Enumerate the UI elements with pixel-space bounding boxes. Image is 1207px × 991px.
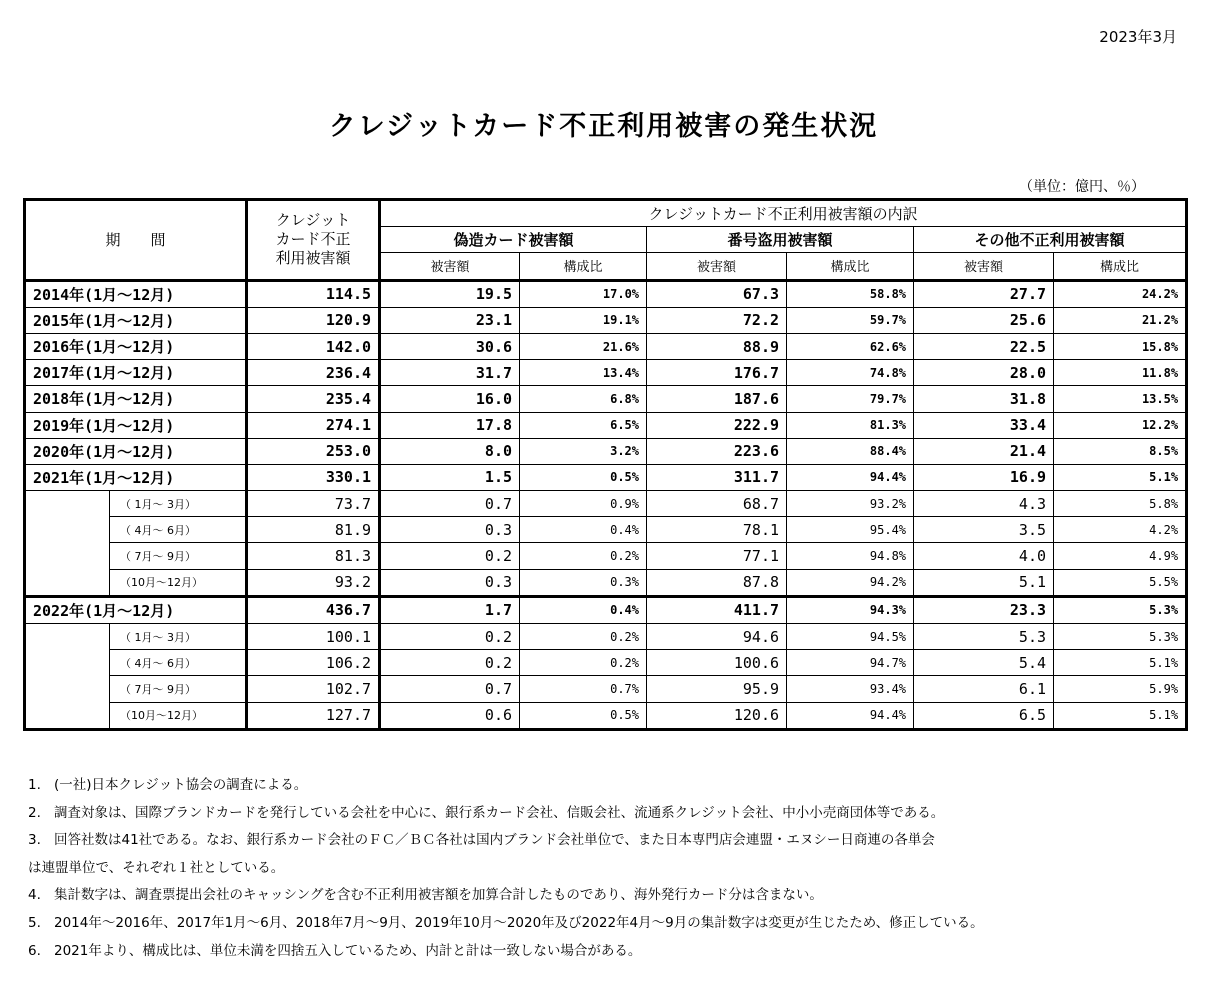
total-amount-cell: 106.2 [247, 650, 380, 676]
other-amount-cell: 4.3 [914, 491, 1054, 517]
other-amount-cell: 3.5 [914, 517, 1054, 543]
other-ratio-cell: 13.5% [1054, 386, 1187, 412]
number-theft-ratio-cell: 94.4% [787, 702, 914, 729]
indent-cell [25, 650, 110, 676]
header-breakdown: クレジットカード不正利用被害額の内訳 [380, 200, 1187, 227]
footnote-text: 2014年～2016年、2017年1月～6月、2018年7月～9月、2019年10月～2020年及び2022年4月～9月の集計数字は変更が生じたため、修正している。 [54, 914, 984, 931]
indent-cell [25, 624, 110, 650]
number-theft-ratio-cell: 81.3% [787, 412, 914, 438]
indent-cell [25, 702, 110, 729]
counterfeit-amount-cell: 0.2 [380, 543, 520, 569]
counterfeit-amount-cell: 0.6 [380, 702, 520, 729]
total-amount-cell: 93.2 [247, 569, 380, 596]
indent-cell [25, 569, 110, 596]
total-amount-cell: 436.7 [247, 596, 380, 623]
number-theft-amount-cell: 411.7 [647, 596, 787, 623]
period-cell: 2022年(1月～12月) [25, 596, 247, 623]
counterfeit-amount-cell: 0.7 [380, 491, 520, 517]
other-amount-cell: 22.5 [914, 333, 1054, 359]
counterfeit-ratio-cell: 0.5% [520, 702, 647, 729]
period-cell: 2021年(1月～12月) [25, 464, 247, 490]
counterfeit-ratio-cell: 0.4% [520, 517, 647, 543]
quarter-row [25, 624, 1187, 650]
other-ratio-cell: 5.5% [1054, 569, 1187, 596]
counterfeit-ratio-cell: 13.4% [520, 360, 647, 386]
counterfeit-amount-cell: 30.6 [380, 333, 520, 359]
indent-cell [25, 676, 110, 702]
footnote-item [28, 827, 984, 855]
period-cell: 2020年(1月～12月) [25, 438, 247, 464]
other-ratio-cell: 4.2% [1054, 517, 1187, 543]
number-theft-amount-cell: 87.8 [647, 569, 787, 596]
total-amount-cell: 81.3 [247, 543, 380, 569]
counterfeit-amount-cell: 1.5 [380, 464, 520, 490]
counterfeit-amount-cell: 8.0 [380, 438, 520, 464]
other-ratio-cell: 5.3% [1054, 596, 1187, 623]
counterfeit-ratio-cell: 19.1% [520, 307, 647, 333]
number-theft-amount-cell: 95.9 [647, 676, 787, 702]
number-theft-amount-cell: 120.6 [647, 702, 787, 729]
header-period: 期 間 [25, 200, 247, 281]
number-theft-ratio-cell: 74.8% [787, 360, 914, 386]
counterfeit-amount-cell: 17.8 [380, 412, 520, 438]
footnote-item [28, 772, 984, 800]
number-theft-amount-cell: 88.9 [647, 333, 787, 359]
period-cell: （ 4月～ 6月） [110, 517, 247, 543]
other-ratio-cell: 5.8% [1054, 491, 1187, 517]
footnote-item [28, 938, 984, 966]
footnote-text: 調査対象は、国際ブランドカードを発行している会社を中心に、銀行系カード会社、信販会社、流通系クレジット会社、中小小売商団体等である。 [54, 804, 945, 821]
number-theft-amount-cell: 100.6 [647, 650, 787, 676]
counterfeit-ratio-cell: 0.9% [520, 491, 647, 517]
header-group-counterfeit: 偽造カード被害額 [380, 227, 647, 253]
counterfeit-amount-cell: 0.3 [380, 569, 520, 596]
other-ratio-cell: 5.3% [1054, 624, 1187, 650]
footnotes [28, 772, 984, 965]
number-theft-amount-cell: 72.2 [647, 307, 787, 333]
number-theft-ratio-cell: 79.7% [787, 386, 914, 412]
indent-cell [25, 543, 110, 569]
other-amount-cell: 31.8 [914, 386, 1054, 412]
other-amount-cell: 5.1 [914, 569, 1054, 596]
counterfeit-ratio-cell: 21.6% [520, 333, 647, 359]
footnote-number: 2. [28, 804, 41, 821]
number-theft-ratio-cell: 95.4% [787, 517, 914, 543]
number-theft-ratio-cell: 59.7% [787, 307, 914, 333]
period-cell: （10月～12月） [110, 569, 247, 596]
counterfeit-amount-cell: 0.2 [380, 650, 520, 676]
year-row [25, 596, 1187, 623]
other-ratio-cell: 15.8% [1054, 333, 1187, 359]
other-ratio-cell: 11.8% [1054, 360, 1187, 386]
year-row [25, 412, 1187, 438]
header-total-line3: 利用被害額 [275, 249, 351, 268]
period-cell: 2018年(1月～12月) [25, 386, 247, 412]
period-cell: 2015年(1月～12月) [25, 307, 247, 333]
year-row [25, 438, 1187, 464]
header-total-line1: クレジット [275, 211, 351, 230]
number-theft-amount-cell: 94.6 [647, 624, 787, 650]
footnote-number: 6. [28, 942, 41, 959]
number-theft-amount-cell: 67.3 [647, 280, 787, 307]
number-theft-ratio-cell: 58.8% [787, 280, 914, 307]
footnote-text: 2021年より、構成比は、単位未満を四捨五入しているため、内計と計は一致しない場合がある。 [54, 942, 642, 959]
quarter-row [25, 569, 1187, 596]
header-amount: 被害額 [914, 253, 1054, 280]
number-theft-amount-cell: 311.7 [647, 464, 787, 490]
other-amount-cell: 16.9 [914, 464, 1054, 490]
number-theft-amount-cell: 222.9 [647, 412, 787, 438]
counterfeit-ratio-cell: 0.2% [520, 650, 647, 676]
counterfeit-amount-cell: 16.0 [380, 386, 520, 412]
footnote-text: 回答社数は41社である。なお、銀行系カード会社のＦＣ／ＢＣ各社は国内ブランド会社単位で、また日本専門店会連盟・エヌシー日商連の各単会 [54, 832, 935, 849]
counterfeit-ratio-cell: 0.5% [520, 464, 647, 490]
counterfeit-ratio-cell: 6.5% [520, 412, 647, 438]
counterfeit-ratio-cell: 0.7% [520, 676, 647, 702]
footnote-number: 5. [28, 914, 41, 931]
counterfeit-amount-cell: 1.7 [380, 596, 520, 623]
year-row [25, 360, 1187, 386]
period-cell: （ 7月～ 9月） [110, 676, 247, 702]
header-total [247, 200, 380, 281]
quarter-row [25, 650, 1187, 676]
footnote-item [28, 910, 984, 938]
number-theft-ratio-cell: 94.4% [787, 464, 914, 490]
quarter-row [25, 702, 1187, 729]
report-date: 2023年3月 [1099, 28, 1177, 46]
header-total-line2: カード不正 [275, 230, 351, 249]
number-theft-amount-cell: 187.6 [647, 386, 787, 412]
other-ratio-cell: 24.2% [1054, 280, 1187, 307]
footnote-item [28, 800, 984, 828]
page-title: クレジットカード不正利用被害の発生状況 [328, 111, 879, 142]
other-ratio-cell: 5.1% [1054, 702, 1187, 729]
number-theft-amount-cell: 78.1 [647, 517, 787, 543]
period-cell: （10月～12月） [110, 702, 247, 729]
header-group-other: その他不正利用被害額 [914, 227, 1187, 253]
footnote-number: 1. [28, 777, 41, 793]
number-theft-ratio-cell: 94.7% [787, 650, 914, 676]
number-theft-ratio-cell: 94.3% [787, 596, 914, 623]
quarter-row [25, 517, 1187, 543]
other-ratio-cell: 5.1% [1054, 650, 1187, 676]
other-ratio-cell: 5.1% [1054, 464, 1187, 490]
number-theft-ratio-cell: 93.4% [787, 676, 914, 702]
header-amount: 被害額 [380, 253, 520, 280]
total-amount-cell: 81.9 [247, 517, 380, 543]
indent-cell [25, 517, 110, 543]
footnote-number: 3. [28, 832, 41, 849]
number-theft-ratio-cell: 88.4% [787, 438, 914, 464]
footnote-item [28, 882, 984, 910]
period-cell: （ 7月～ 9月） [110, 543, 247, 569]
total-amount-cell: 73.7 [247, 491, 380, 517]
header-ratio: 構成比 [1054, 253, 1187, 280]
number-theft-amount-cell: 77.1 [647, 543, 787, 569]
number-theft-amount-cell: 223.6 [647, 438, 787, 464]
period-cell: 2019年(1月～12月) [25, 412, 247, 438]
number-theft-ratio-cell: 94.2% [787, 569, 914, 596]
counterfeit-ratio-cell: 6.8% [520, 386, 647, 412]
period-cell: （ 4月～ 6月） [110, 650, 247, 676]
counterfeit-amount-cell: 31.7 [380, 360, 520, 386]
other-ratio-cell: 5.9% [1054, 676, 1187, 702]
number-theft-amount-cell: 176.7 [647, 360, 787, 386]
total-amount-cell: 114.5 [247, 280, 380, 307]
total-amount-cell: 142.0 [247, 333, 380, 359]
other-amount-cell: 23.3 [914, 596, 1054, 623]
total-amount-cell: 102.7 [247, 676, 380, 702]
other-amount-cell: 33.4 [914, 412, 1054, 438]
year-row [25, 386, 1187, 412]
year-row [25, 333, 1187, 359]
other-ratio-cell: 4.9% [1054, 543, 1187, 569]
total-amount-cell: 100.1 [247, 624, 380, 650]
period-cell: （ 1月～ 3月） [110, 624, 247, 650]
other-amount-cell: 27.7 [914, 280, 1054, 307]
other-ratio-cell: 8.5% [1054, 438, 1187, 464]
counterfeit-ratio-cell: 0.3% [520, 569, 647, 596]
number-theft-ratio-cell: 94.8% [787, 543, 914, 569]
total-amount-cell: 330.1 [247, 464, 380, 490]
period-cell: （ 1月～ 3月） [110, 491, 247, 517]
header-ratio: 構成比 [520, 253, 647, 280]
other-ratio-cell: 21.2% [1054, 307, 1187, 333]
quarter-row [25, 676, 1187, 702]
other-amount-cell: 21.4 [914, 438, 1054, 464]
counterfeit-amount-cell: 0.7 [380, 676, 520, 702]
fraud-damage-table [23, 198, 1188, 731]
other-amount-cell: 6.5 [914, 702, 1054, 729]
year-row [25, 307, 1187, 333]
period-cell: 2016年(1月～12月) [25, 333, 247, 359]
footnote-continuation: は連盟単位で、それぞれ１社としている。 [28, 859, 285, 876]
other-amount-cell: 6.1 [914, 676, 1054, 702]
header-ratio: 構成比 [787, 253, 914, 280]
counterfeit-ratio-cell: 0.2% [520, 543, 647, 569]
header-group-number-theft: 番号盗用被害額 [647, 227, 914, 253]
quarter-row [25, 491, 1187, 517]
other-amount-cell: 25.6 [914, 307, 1054, 333]
total-amount-cell: 274.1 [247, 412, 380, 438]
total-amount-cell: 236.4 [247, 360, 380, 386]
period-cell: 2014年(1月～12月) [25, 280, 247, 307]
other-amount-cell: 4.0 [914, 543, 1054, 569]
number-theft-ratio-cell: 94.5% [787, 624, 914, 650]
counterfeit-amount-cell: 19.5 [380, 280, 520, 307]
other-amount-cell: 5.3 [914, 624, 1054, 650]
counterfeit-ratio-cell: 3.2% [520, 438, 647, 464]
other-amount-cell: 5.4 [914, 650, 1054, 676]
counterfeit-ratio-cell: 0.2% [520, 624, 647, 650]
total-amount-cell: 235.4 [247, 386, 380, 412]
indent-cell [25, 491, 110, 517]
counterfeit-amount-cell: 0.2 [380, 624, 520, 650]
year-row [25, 280, 1187, 307]
counterfeit-ratio-cell: 0.4% [520, 596, 647, 623]
unit-label: （単位：億円、％） [1019, 179, 1145, 195]
total-amount-cell: 127.7 [247, 702, 380, 729]
header-amount: 被害額 [647, 253, 787, 280]
period-cell: 2017年(1月～12月) [25, 360, 247, 386]
footnote-number: 4. [28, 887, 41, 904]
other-ratio-cell: 12.2% [1054, 412, 1187, 438]
counterfeit-amount-cell: 23.1 [380, 307, 520, 333]
footnote-text: (一社)日本クレジット協会の調査による。 [54, 777, 308, 793]
number-theft-ratio-cell: 93.2% [787, 491, 914, 517]
year-row [25, 464, 1187, 490]
footnote-text: 集計数字は、調査票提出会社のキャッシングを含む不正利用被害額を加算合計したものであり、海外発行カード分は含まない。 [54, 887, 823, 904]
number-theft-ratio-cell: 62.6% [787, 333, 914, 359]
quarter-row [25, 543, 1187, 569]
number-theft-amount-cell: 68.7 [647, 491, 787, 517]
total-amount-cell: 120.9 [247, 307, 380, 333]
total-amount-cell: 253.0 [247, 438, 380, 464]
counterfeit-amount-cell: 0.3 [380, 517, 520, 543]
counterfeit-ratio-cell: 17.0% [520, 280, 647, 307]
other-amount-cell: 28.0 [914, 360, 1054, 386]
